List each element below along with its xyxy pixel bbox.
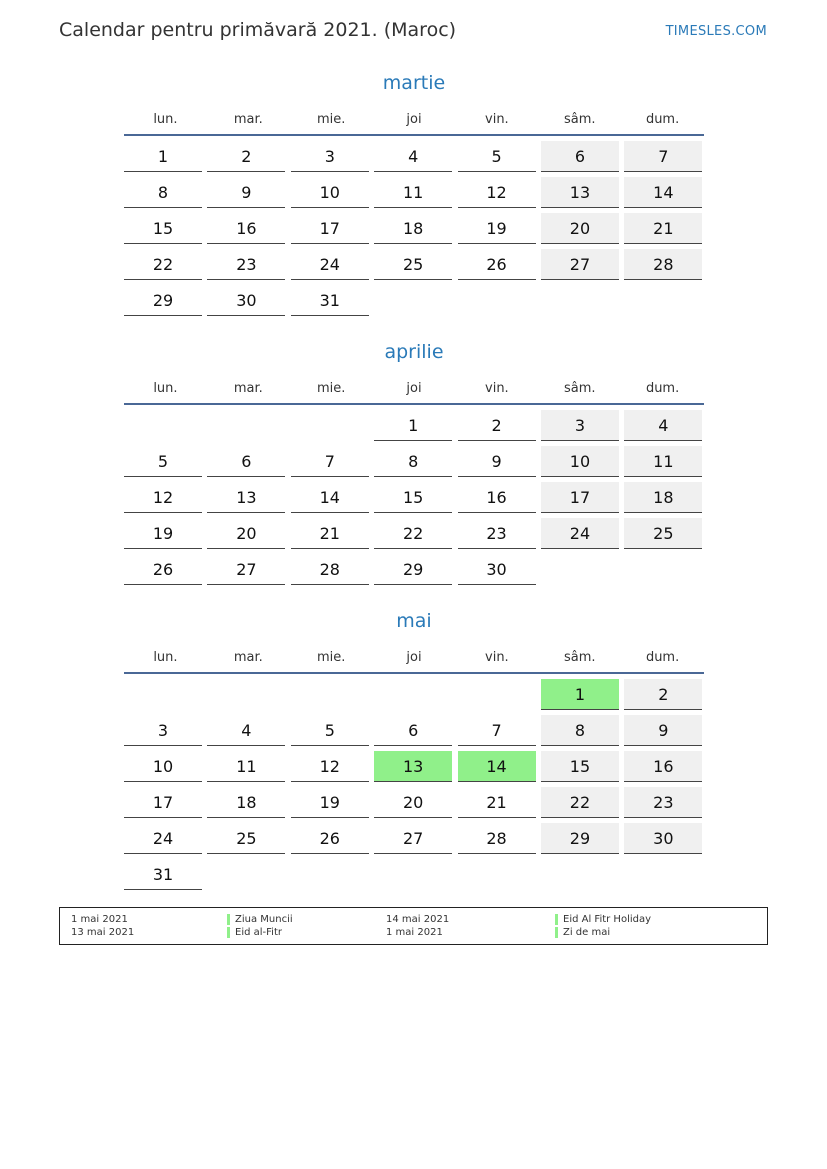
day-cell: 3 <box>541 410 619 441</box>
day-cell: 15 <box>374 482 452 513</box>
empty-cell <box>374 679 452 710</box>
weekday-label: sâm. <box>563 111 596 127</box>
day-cell: 5 <box>124 446 202 477</box>
day-cell: 22 <box>541 787 619 818</box>
week-row <box>124 822 704 858</box>
day-cell: 5 <box>291 715 369 746</box>
weekday-header <box>124 373 704 403</box>
day-cell: 31 <box>124 859 202 890</box>
day-cell: 11 <box>207 751 285 782</box>
day-cell: 27 <box>207 554 285 585</box>
day-cell: 12 <box>458 177 536 208</box>
day-cell: 21 <box>291 518 369 549</box>
empty-cell <box>624 285 702 316</box>
weekday-label: dum. <box>645 111 680 127</box>
day-cell: 22 <box>374 518 452 549</box>
weekday-label: mie. <box>316 649 346 665</box>
holiday-marker <box>227 914 230 925</box>
weekday-label: joi <box>406 380 422 396</box>
day-cell: 18 <box>374 213 452 244</box>
empty-cell <box>458 679 536 710</box>
week-row <box>124 140 704 176</box>
day-cell: 29 <box>124 285 202 316</box>
day-cell: 28 <box>624 249 702 280</box>
day-cell: 27 <box>374 823 452 854</box>
day-cell: 30 <box>624 823 702 854</box>
day-cell: 15 <box>124 213 202 244</box>
empty-cell <box>124 410 202 441</box>
week-row <box>124 212 704 248</box>
holiday-legend <box>59 907 768 945</box>
holiday-marker <box>555 927 558 938</box>
weekday-label: lun. <box>153 380 178 396</box>
header-rule <box>124 403 704 405</box>
day-cell: 23 <box>207 249 285 280</box>
weekday-label: mar. <box>233 111 263 127</box>
day-cell: 16 <box>458 482 536 513</box>
weekday-label: mie. <box>316 111 346 127</box>
weekday-label: dum. <box>645 649 680 665</box>
day-cell: 29 <box>374 554 452 585</box>
day-cell: 20 <box>207 518 285 549</box>
day-cell: 6 <box>541 141 619 172</box>
day-cell: 17 <box>541 482 619 513</box>
week-row <box>124 678 704 714</box>
week-row <box>124 858 704 894</box>
weekday-label: joi <box>406 649 422 665</box>
day-cell: 26 <box>124 554 202 585</box>
legend-holiday-name: Eid Al Fitr Holiday <box>563 914 652 925</box>
day-cell: 18 <box>207 787 285 818</box>
empty-cell <box>124 679 202 710</box>
empty-cell <box>541 554 619 585</box>
day-cell: 22 <box>124 249 202 280</box>
day-cell: 19 <box>291 787 369 818</box>
week-row <box>124 786 704 822</box>
day-cell: 30 <box>207 285 285 316</box>
weekday-label: mie. <box>316 380 346 396</box>
weekday-label: vin. <box>485 649 509 665</box>
empty-cell <box>541 859 619 890</box>
day-cell: 15 <box>541 751 619 782</box>
weekday-label: sâm. <box>563 649 596 665</box>
day-cell: 13 <box>207 482 285 513</box>
empty-cell <box>624 859 702 890</box>
week-row <box>124 481 704 517</box>
legend-date: 14 mai 2021 <box>386 914 450 925</box>
day-cell: 24 <box>541 518 619 549</box>
day-cell: 25 <box>624 518 702 549</box>
month-title: martie <box>382 72 446 94</box>
empty-cell <box>291 859 369 890</box>
day-cell: 20 <box>541 213 619 244</box>
day-cell: 7 <box>291 446 369 477</box>
week-row <box>124 750 704 786</box>
legend-holiday-name: Ziua Muncii <box>235 914 293 925</box>
weekday-label: joi <box>406 111 422 127</box>
day-cell: 27 <box>541 249 619 280</box>
month-block-mai <box>124 606 704 894</box>
week-row <box>124 445 704 481</box>
holiday-marker <box>227 927 230 938</box>
day-cell: 10 <box>541 446 619 477</box>
empty-cell <box>624 554 702 585</box>
day-cell: 24 <box>124 823 202 854</box>
day-cell: 14 <box>291 482 369 513</box>
day-cell: 12 <box>291 751 369 782</box>
day-cell: 4 <box>624 410 702 441</box>
day-cell: 11 <box>624 446 702 477</box>
week-row <box>124 409 704 445</box>
day-cell: 2 <box>624 679 702 710</box>
weekday-header <box>124 104 704 134</box>
header-rule <box>124 134 704 136</box>
day-cell: 21 <box>458 787 536 818</box>
month-block-martie <box>124 68 704 320</box>
week-row <box>124 517 704 553</box>
day-cell: 17 <box>124 787 202 818</box>
day-cell: 26 <box>458 249 536 280</box>
legend-holiday-name: Eid al-Fitr <box>235 927 282 938</box>
day-cell: 10 <box>291 177 369 208</box>
day-cell: 20 <box>374 787 452 818</box>
empty-cell <box>291 410 369 441</box>
weekday-header <box>124 642 704 672</box>
day-cell: 25 <box>374 249 452 280</box>
weekday-label: vin. <box>485 111 509 127</box>
week-row <box>124 176 704 212</box>
day-cell: 8 <box>124 177 202 208</box>
day-cell: 14 <box>624 177 702 208</box>
day-cell: 8 <box>374 446 452 477</box>
brand-link[interactable]: TIMESLES.COM <box>665 24 767 39</box>
empty-cell <box>541 285 619 316</box>
weekday-label: lun. <box>153 649 178 665</box>
day-cell: 16 <box>624 751 702 782</box>
day-cell: 8 <box>541 715 619 746</box>
day-cell: 13 <box>374 751 452 782</box>
empty-cell <box>458 859 536 890</box>
day-cell: 4 <box>207 715 285 746</box>
day-cell: 29 <box>541 823 619 854</box>
day-cell: 9 <box>624 715 702 746</box>
day-cell: 2 <box>458 410 536 441</box>
day-cell: 30 <box>458 554 536 585</box>
legend-date: 1 mai 2021 <box>71 914 128 925</box>
day-cell: 23 <box>624 787 702 818</box>
day-cell: 6 <box>207 446 285 477</box>
day-cell: 1 <box>374 410 452 441</box>
week-row <box>124 714 704 750</box>
day-cell: 9 <box>207 177 285 208</box>
day-cell: 19 <box>124 518 202 549</box>
day-cell: 24 <box>291 249 369 280</box>
week-row <box>124 284 704 320</box>
day-cell: 16 <box>207 213 285 244</box>
legend-date: 13 mai 2021 <box>71 927 135 938</box>
weekday-label: dum. <box>645 380 680 396</box>
legend-holiday-name: Zi de mai <box>563 927 611 938</box>
month-block-aprilie <box>124 337 704 589</box>
day-cell: 31 <box>291 285 369 316</box>
day-cell: 25 <box>207 823 285 854</box>
month-title: mai <box>396 610 432 632</box>
weekday-label: mar. <box>233 649 263 665</box>
legend-date: 1 mai 2021 <box>386 927 443 938</box>
day-cell: 28 <box>458 823 536 854</box>
day-cell: 21 <box>624 213 702 244</box>
page-title: Calendar pentru primăvară 2021. (Maroc) <box>59 19 457 41</box>
weekday-label: lun. <box>153 111 178 127</box>
header-rule <box>124 672 704 674</box>
week-row <box>124 248 704 284</box>
empty-cell <box>458 285 536 316</box>
day-cell: 3 <box>124 715 202 746</box>
day-cell: 7 <box>458 715 536 746</box>
week-row <box>124 553 704 589</box>
month-title: aprilie <box>384 341 444 363</box>
empty-cell <box>291 679 369 710</box>
day-cell: 14 <box>458 751 536 782</box>
day-cell: 26 <box>291 823 369 854</box>
day-cell: 3 <box>291 141 369 172</box>
day-cell: 23 <box>458 518 536 549</box>
weekday-label: vin. <box>485 380 509 396</box>
empty-cell <box>207 679 285 710</box>
empty-cell <box>207 410 285 441</box>
day-cell: 13 <box>541 177 619 208</box>
day-cell: 1 <box>541 679 619 710</box>
day-cell: 11 <box>374 177 452 208</box>
day-cell: 10 <box>124 751 202 782</box>
empty-cell <box>207 859 285 890</box>
day-cell: 1 <box>124 141 202 172</box>
weekday-label: sâm. <box>563 380 596 396</box>
day-cell: 12 <box>124 482 202 513</box>
day-cell: 5 <box>458 141 536 172</box>
day-cell: 19 <box>458 213 536 244</box>
day-cell: 7 <box>624 141 702 172</box>
holiday-marker <box>555 914 558 925</box>
day-cell: 18 <box>624 482 702 513</box>
weekday-label: mar. <box>233 380 263 396</box>
day-cell: 9 <box>458 446 536 477</box>
day-cell: 6 <box>374 715 452 746</box>
day-cell: 28 <box>291 554 369 585</box>
day-cell: 2 <box>207 141 285 172</box>
day-cell: 4 <box>374 141 452 172</box>
day-cell: 17 <box>291 213 369 244</box>
empty-cell <box>374 859 452 890</box>
empty-cell <box>374 285 452 316</box>
